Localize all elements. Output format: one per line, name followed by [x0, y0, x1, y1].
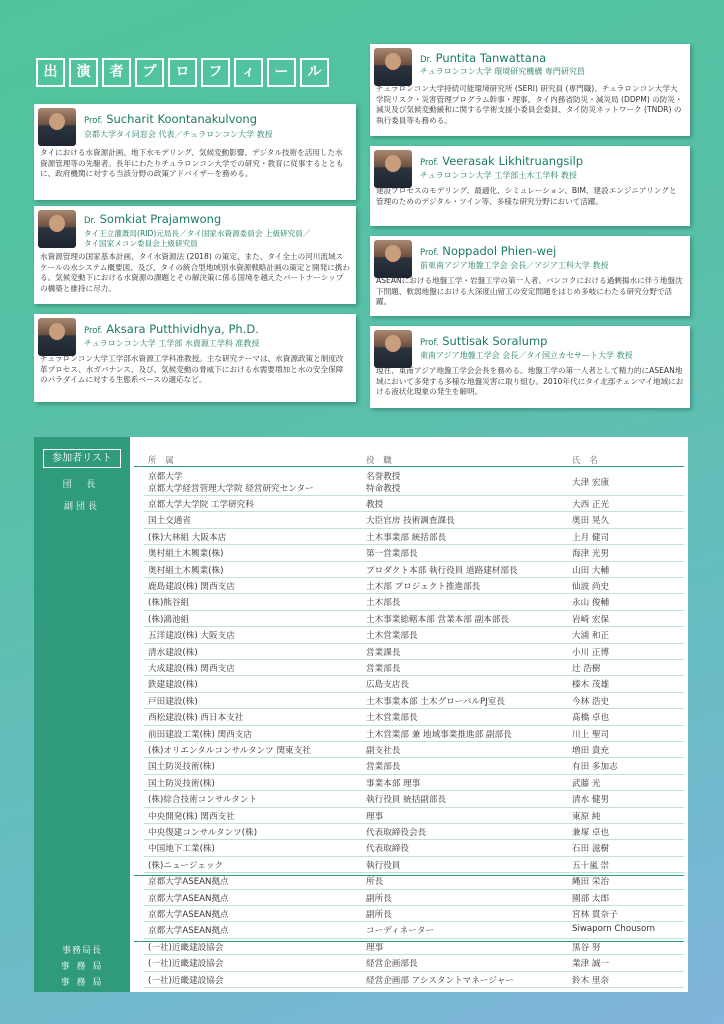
- cell-name: 縄田 栄治: [572, 877, 610, 888]
- cell-affiliation: (一社)近畿建設協会: [148, 942, 224, 953]
- portrait-photo: [38, 318, 76, 356]
- profile-description: チュラロンコン大学工学部水資源工学科准教授。主な研究テーマは、水資源政策と制度改革プロセス、水ガバナンス、及び、気候変動の脅威下における水需要増加と水の安全保障のパラダイムに対する生態系ベースの適応など。: [40, 354, 344, 384]
- cell-name: 川上 聖司: [572, 729, 610, 740]
- profile-title: 京都大学タイ同窓会 代表／チュラロンコン大学 教授: [84, 130, 273, 139]
- cell-affiliation: 大成建設(株) 関西支店: [148, 664, 235, 674]
- cell-affiliation: (株)鴻池組: [148, 614, 190, 625]
- cell-position: 第一営業部長: [366, 549, 418, 560]
- cell-affiliation: 国土防災技術(株): [148, 762, 215, 773]
- cell-affiliation: (一社)近畿建設協会: [148, 959, 224, 970]
- table-row: [144, 512, 684, 528]
- portrait-photo: [38, 210, 76, 248]
- table-row: [144, 791, 684, 807]
- table-row: [144, 693, 684, 709]
- profile-card-koontanakulvong: [34, 104, 356, 200]
- cell-affiliation: 京都大学ASEAN拠点: [148, 910, 229, 920]
- cell-affiliation: (株)熊谷組: [148, 598, 190, 609]
- cell-name: 辻 浩樹: [572, 664, 601, 674]
- profile-name: Dr. Puntita Tanwattana: [420, 51, 547, 65]
- title-char: 出: [36, 58, 65, 87]
- table-row: [144, 857, 684, 873]
- cell-name: 業津 誠一: [572, 959, 610, 970]
- cell-name: 宮林 貫奈子: [572, 910, 618, 920]
- title-char: ィ: [234, 58, 263, 87]
- cell-name: 小川 正博: [572, 647, 610, 658]
- cell-position: 営業課長: [366, 647, 401, 658]
- table-row: [144, 775, 684, 791]
- table-row: [144, 529, 684, 545]
- title-char: ル: [300, 58, 329, 87]
- profile-card-putthividhya: [34, 314, 356, 402]
- profile-card-soralump: [370, 326, 690, 408]
- cell-affiliation: 京都大学ASEAN拠点: [148, 893, 229, 904]
- table-row: [144, 627, 684, 643]
- table-row: [144, 873, 684, 889]
- profile-name: Prof. Noppadol Phien-wej: [420, 244, 557, 258]
- cell-affiliation: 国土交通省: [148, 516, 191, 527]
- cell-position: 大臣官房 技術調査課長: [366, 516, 455, 527]
- cell-affiliation: 前田建設工業(株) 関西支店: [148, 729, 252, 740]
- header-affiliation: 所 属: [148, 456, 177, 466]
- cell-affiliation: (株)綜合技術コンサルタント: [148, 795, 258, 806]
- role-office-chief: 事務局長: [61, 946, 102, 956]
- table-row: [144, 922, 684, 938]
- portrait-photo: [374, 48, 412, 86]
- table-row: [144, 644, 684, 660]
- cell-name: 武藤 光: [572, 778, 601, 789]
- table-row: [144, 545, 684, 561]
- cell-position: 土木事業総轄本部 営業本部 副本部長: [366, 614, 509, 625]
- cell-name: 増田 貴充: [572, 746, 610, 756]
- cell-name: 仙波 尚史: [572, 582, 610, 592]
- cell-affiliation: (株)オリエンタルコンサルタンツ 関東支社: [148, 746, 311, 756]
- cell-name: 大西 正光: [572, 500, 610, 510]
- table-row: [144, 742, 684, 758]
- table-row: [144, 972, 684, 988]
- cell-affiliation-line2: 京都大学経営管理大学院 経営研究センター: [148, 484, 314, 494]
- profile-title: 前東南アジア地盤工学会 会長／アジア工科大学 教授: [420, 261, 609, 270]
- profile-card-phien-wej: [370, 236, 690, 316]
- title-char: ー: [267, 58, 296, 87]
- title-char: 演: [69, 58, 98, 87]
- cell-position: 副所長: [366, 893, 392, 904]
- profile-description: 現在、東南アジア地盤工学会会長を務める。地盤工学の第一人者として精力的にASEAN地域において多発する多様な地盤災害に取り組む。2010年代にタイ北部チェンマイ地域における液状化現象の発生を解明。: [376, 366, 684, 396]
- cell-affiliation: 清水建設(株): [148, 647, 198, 658]
- cell-name: 上月 健司: [572, 532, 610, 543]
- cell-name: 大浦 和正: [572, 631, 610, 642]
- cell-affiliation: 国土防災技術(株): [148, 778, 215, 789]
- cell-position: 副支社長: [366, 746, 401, 756]
- profile-title: チュラロンコン大学 工学部 水資源工学科 准教授: [84, 339, 260, 348]
- profile-card-prajamwong: [34, 206, 356, 304]
- cell-affiliation: 中央開発(株) 関西支社: [148, 811, 235, 822]
- title-char: プ: [135, 58, 164, 87]
- profile-description: タイにおける水資源計画、地下水モデリング、気候変動影響、デジタル技術を活用した水資源管理等の先駆者。長年にわたりチュラロンコン大学での研究・教育に従事するとともに、政府機関に対する当該分野の政策アドバイザーを務める。: [40, 148, 344, 178]
- table-row: [144, 496, 684, 512]
- profile-title: タイ王立灌漑局(RID)元局長／タイ国家水資源委員会 上級研究員／: [84, 229, 311, 238]
- profile-name: Prof. Veerasak Likhitruangsilp: [420, 154, 584, 168]
- table-row: [144, 840, 684, 856]
- cell-affiliation: 五洋建設(株) 大阪支店: [148, 631, 235, 642]
- profile-description: 水資源管理の国家基本計画、タイ水資源法 (2018) の策定、また、タイ全土の河川流域スケールの水システム概要図、及び、タイの統合型地域別水資源戦略計画の策定と開発に携わる。気候変動下における水資源の課題とその解決策に係る国境を越えたパートナーシップの構築と維持に尽力。: [40, 252, 350, 293]
- profile-name: Prof. Sucharit Koontanakulvong: [84, 112, 257, 126]
- role-office-1: 事 務 局: [60, 962, 104, 972]
- cell-position: 執行役員: [366, 860, 401, 871]
- cell-position: 名誉教授: [366, 472, 401, 482]
- cell-affiliation: 中国地下工業(株): [148, 844, 215, 855]
- cell-affiliation: 京都大学ASEAN拠点: [148, 877, 229, 888]
- cell-position: 経営企画部長: [366, 959, 418, 970]
- title-char: 者: [102, 58, 131, 87]
- profile-title: チュラロンコン大学 環境研究機構 専門研究員: [420, 67, 585, 76]
- cell-affiliation: 奥村組土木興業(株): [148, 565, 224, 576]
- table-row: [144, 468, 684, 496]
- table-row: [144, 758, 684, 774]
- cell-position: 代表取締役: [366, 844, 409, 855]
- cell-position: 経営企画部 アシスタントマネージャー: [366, 975, 514, 986]
- profile-name: Prof. Aksara Putthividhya, Ph.D.: [84, 322, 259, 336]
- cell-name: 大津 宏康: [572, 478, 610, 488]
- profile-description: 建設プロセスのモデリング、最適化、シミュレーション、BIM、建設エンジニアリングと管理のためのデジタル・ツイン等、多様な研究分野において活躍。: [376, 186, 677, 206]
- cell-position: 土木営業部長: [366, 713, 418, 724]
- header-name: 氏 名: [572, 456, 601, 466]
- cell-position-line2: 特命教授: [366, 484, 401, 494]
- portrait-photo: [38, 108, 76, 146]
- participant-table: [34, 437, 688, 992]
- cell-name: 榛木 茂雄: [572, 680, 610, 691]
- cell-name: 兼塚 卓也: [572, 828, 610, 838]
- profile-title: 東南アジア地盤工学会 会長／タイ国立カセサート大学 教授: [420, 351, 633, 360]
- portrait-photo: [374, 330, 412, 368]
- cell-position: 代表取締役会長: [366, 828, 427, 838]
- cell-affiliation: 戸田建設(株): [148, 696, 198, 707]
- header-divider: [134, 466, 684, 467]
- table-row: [144, 808, 684, 824]
- role-vice-leader: 副団長: [63, 502, 100, 512]
- profile-name: Dr. Somkiat Prajamwong: [84, 212, 222, 226]
- cell-name: 石田 滋樹: [572, 844, 610, 855]
- cell-affiliation: (株)大林組 大阪本店: [148, 532, 227, 543]
- cell-name: 今林 浩史: [572, 696, 610, 707]
- cell-position: 教授: [366, 500, 384, 510]
- portrait-photo: [374, 150, 412, 188]
- header-position: 役 職: [366, 456, 395, 466]
- cell-position: 土木営業部 兼 地域事業推進部 副部長: [366, 729, 512, 740]
- cell-affiliation: 奥村組土木興業(株): [148, 549, 224, 560]
- cell-position: 理事: [366, 942, 384, 953]
- cell-name: 五十嵐 崇: [572, 860, 610, 871]
- table-row: [144, 824, 684, 840]
- cell-position: 土木部 プロジェクト推進部長: [366, 582, 481, 592]
- cell-position: 土木事業本部 土木グローバルPJ室長: [366, 696, 505, 707]
- table-row: [144, 578, 684, 594]
- title-char: ロ: [168, 58, 197, 87]
- cell-affiliation: 鉄建建設(株): [148, 680, 198, 691]
- cell-name: 海津 光男: [572, 549, 610, 560]
- profile-card-tanwattana: [370, 44, 690, 136]
- table-row: [144, 611, 684, 627]
- cell-name: 鈴木 里奈: [572, 975, 610, 986]
- table-row: [144, 939, 684, 955]
- cell-affiliation: (一社)近畿建設協会: [148, 975, 224, 986]
- title-char: フ: [201, 58, 230, 87]
- profile-name: Prof. Suttisak Soralump: [420, 334, 548, 348]
- participant-list-badge: 参加者リスト: [43, 449, 121, 468]
- profile-description: ASEANにおける地盤工学・岩盤工学の第一人者。バンコクにおける過剰揚水に伴う地盤沈下問題、軟弱地盤における大深度山留工の安定問題をはじめ多岐にわたる研究分野で活躍。: [376, 276, 683, 306]
- cell-name: 園部 太郎: [572, 893, 610, 904]
- table-row: [144, 890, 684, 906]
- cell-name: 髙橋 卓也: [572, 713, 610, 724]
- profile-card-likhitruangsilp: [370, 146, 690, 226]
- cell-name: 岩崎 宏保: [572, 614, 610, 625]
- cell-affiliation: (株)ニュージェック: [148, 860, 224, 871]
- section-title: [36, 58, 329, 87]
- table-row: [144, 906, 684, 922]
- cell-position: 執行役員 統括副部長: [366, 795, 447, 806]
- profile-description: チュラロンコン大学持続可能環境研究所 (SERI) 研究員 (専門職)、チュラロンコン大学大学院リスク・災害管理プログラム幹事・理事。タイ内務省防災・減災局 (DDPM) の防災・減災及び気候変動緩和に関する学術支援小委員会委員、タイ防災ネットワーク (TNDR) の執行委員等も務める。: [376, 84, 683, 125]
- cell-position: 土木部長: [366, 598, 401, 609]
- cell-position: 事業本部 理事: [366, 778, 421, 789]
- table-row: [144, 955, 684, 971]
- cell-name: 黒谷 努: [572, 942, 601, 953]
- table-row: [144, 562, 684, 578]
- cell-name: Siwaporn Chousorn: [572, 924, 656, 935]
- cell-affiliation: 西松建設(株) 西日本支社: [148, 713, 244, 724]
- cell-affiliation: 中央復建コンサルタンツ(株): [148, 828, 258, 838]
- table-row: [144, 676, 684, 692]
- cell-name: 山田 大輔: [572, 565, 610, 576]
- cell-name: 有田 多加志: [572, 762, 618, 773]
- cell-name: 清水 健男: [572, 795, 610, 806]
- cell-position: 副所長: [366, 910, 392, 920]
- profile-title: チュラロンコン大学 工学部土木工学科 教授: [420, 171, 577, 180]
- cell-affiliation: 京都大学大学院 工学研究科: [148, 500, 254, 510]
- role-leader: 団 長: [62, 480, 102, 490]
- cell-name: 奥田 晃久: [572, 516, 610, 527]
- role-column: [34, 437, 130, 992]
- role-office-2: 事 務 局: [60, 978, 104, 988]
- cell-position: 営業部長: [366, 762, 401, 773]
- profile-title-line2: タイ国家メコン委員会上級研究員: [84, 239, 198, 248]
- cell-position: コーディネーター: [366, 926, 435, 937]
- cell-affiliation: 鹿島建設(株) 関西支店: [148, 582, 235, 592]
- cell-affiliation: 京都大学: [148, 472, 183, 482]
- table-row: [144, 594, 684, 610]
- cell-position: 所長: [366, 877, 384, 888]
- table-row: [144, 709, 684, 725]
- cell-name: 永山 俊輔: [572, 598, 610, 609]
- cell-position: 広島支店長: [366, 680, 409, 691]
- cell-name: 東原 純: [572, 811, 601, 822]
- table-row: [144, 726, 684, 742]
- cell-position: 土木事業部 統括部長: [366, 532, 447, 543]
- portrait-photo: [374, 240, 412, 278]
- cell-position: 理事: [366, 811, 384, 822]
- cell-position: 営業部長: [366, 664, 401, 674]
- cell-affiliation: 京都大学ASEAN拠点: [148, 926, 229, 937]
- cell-position: プロダクト本部 執行役員 道路建材部長: [366, 565, 518, 576]
- cell-position: 土木営業部長: [366, 631, 418, 642]
- table-row: [144, 660, 684, 676]
